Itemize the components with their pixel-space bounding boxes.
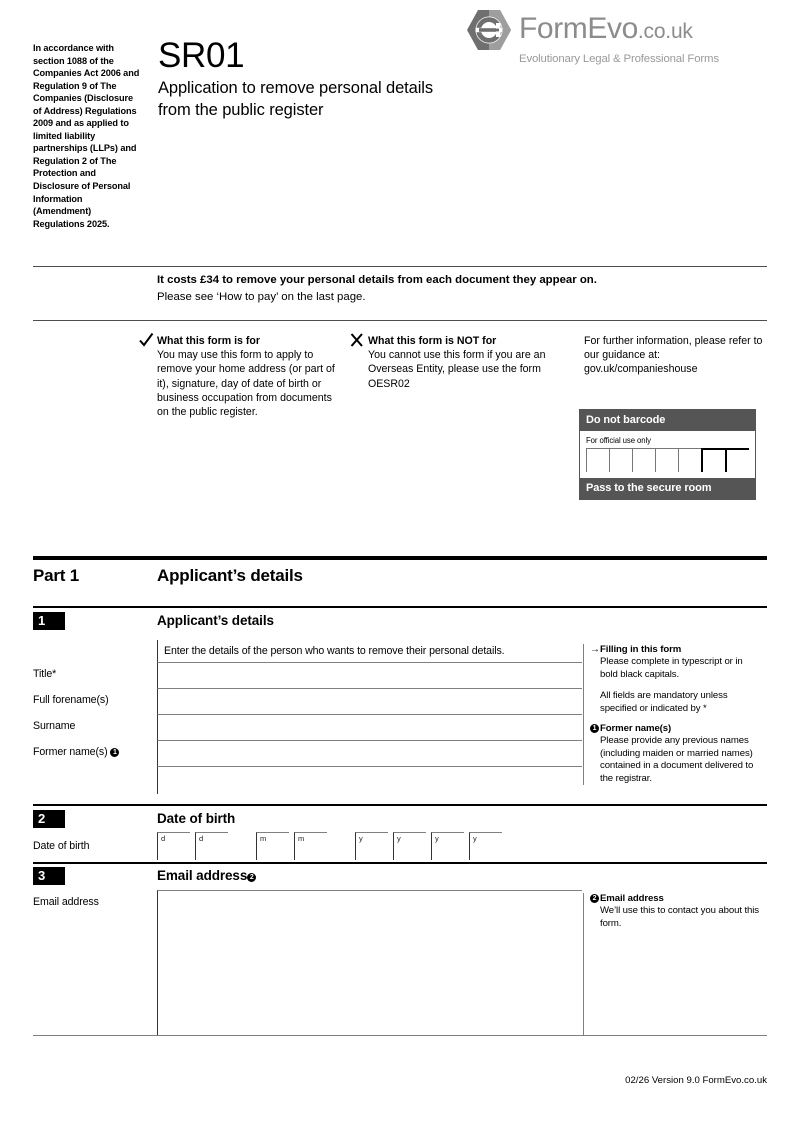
what-form-is-not-for <box>368 334 564 391</box>
logo-tagline: Evolutionary Legal & Professional Forms <box>519 53 719 65</box>
divider-above-fee <box>33 266 767 267</box>
field-row-title <box>33 662 582 688</box>
cross-icon <box>349 332 365 348</box>
part-title: Applicant’s details <box>157 566 303 585</box>
section-2-header <box>33 810 767 830</box>
field-label-former-names-text: Former name(s) <box>33 746 108 758</box>
what-form-is-not-for-heading: What this form is NOT for <box>368 335 497 347</box>
form-title-block <box>158 36 518 121</box>
page-footer: 02/26 Version 9.0 FormEvo.co.uk <box>625 1075 767 1086</box>
official-use-area <box>580 431 755 478</box>
footnote-marker-1-icon: 1 <box>110 748 119 757</box>
help-former-names-body: Please provide any previous names (including maiden or married names) contained in a document delivered to the registrar. <box>600 735 754 784</box>
field-label-full-forenames: Full forename(s) <box>33 694 109 706</box>
help-former-names-heading: Former name(s) <box>600 723 672 735</box>
footnote-marker-1-icon: 1 <box>590 724 599 733</box>
official-use-cell <box>632 448 655 472</box>
what-form-is-for-heading: What this form is for <box>157 335 260 347</box>
section-1-divider <box>33 606 767 608</box>
logo-tld: .co.uk <box>637 19 693 43</box>
help-filling-in-form-body: Please complete in typescript or in bold black capitals. <box>600 656 743 680</box>
arrow-icon: → <box>590 644 600 655</box>
check-icon <box>138 332 154 348</box>
section-2-title: Date of birth <box>157 811 236 826</box>
footnote-marker-2-icon: 2 <box>590 894 599 903</box>
further-information-body: For further information, please refer to our guidance at: gov.uk/companieshouse <box>584 335 763 376</box>
help-email-address-body: We’ll use this to contact you about this form. <box>600 905 760 929</box>
logo-word-form: Form <box>519 11 588 45</box>
field-row-email-address <box>33 890 582 1035</box>
logo-word-evo: Evo <box>587 11 638 45</box>
dob-month-1[interactable]: m <box>256 832 289 860</box>
divider-below-fee <box>33 320 767 321</box>
help-panel-section-3 <box>583 893 760 1035</box>
section-1-instruction-box <box>157 640 582 662</box>
fee-notice <box>157 272 717 305</box>
fee-notice-line-1: It costs £34 to remove your personal details from each document they appear on. <box>157 274 597 286</box>
field-row-former-names <box>33 740 582 766</box>
field-label-date-of-birth: Date of birth <box>33 840 90 852</box>
section-1-header <box>33 612 767 632</box>
dob-month-2[interactable]: m <box>294 832 327 860</box>
what-form-is-for <box>157 334 345 419</box>
official-use-cell <box>586 448 609 472</box>
help-email-address-heading: Email address <box>600 893 664 904</box>
section-1-instruction-row <box>33 640 582 662</box>
dob-day-2[interactable]: d <box>195 832 228 860</box>
dob-year-1[interactable]: y <box>355 832 388 860</box>
field-label-email-address: Email address <box>33 896 99 908</box>
field-input-former-names-2[interactable] <box>157 766 582 794</box>
dob-year-2[interactable]: y <box>393 832 426 860</box>
field-input-surname[interactable] <box>157 714 582 740</box>
barcode-box <box>579 409 756 500</box>
further-information <box>584 334 764 377</box>
field-input-former-names[interactable] <box>157 740 582 766</box>
field-label-former-names-2 <box>33 766 157 794</box>
dob-year-3[interactable]: y <box>431 832 464 860</box>
pass-to-secure-room-label: Pass to the secure room <box>580 478 755 499</box>
field-input-title[interactable] <box>157 662 582 688</box>
part-divider-top <box>33 556 767 560</box>
field-row-former-names-2 <box>33 766 582 794</box>
fee-notice-line-2: Please see ‘How to pay’ on the last page. <box>157 290 366 303</box>
official-use-cells <box>586 448 749 472</box>
official-use-cell <box>701 448 725 472</box>
field-label-former-names <box>33 740 157 766</box>
date-of-birth-cells <box>157 832 582 860</box>
logo-wordmark <box>519 11 693 47</box>
field-input-full-forenames[interactable] <box>157 688 582 714</box>
form-code: SR01 <box>158 36 245 75</box>
field-row-date-of-birth <box>33 832 582 860</box>
formevo-logo[interactable] <box>466 8 734 70</box>
section-3-title <box>157 867 256 885</box>
official-use-cell <box>725 448 749 472</box>
official-use-cell <box>678 448 701 472</box>
part-heading <box>33 566 767 586</box>
section-3-title-text: Email address <box>157 868 248 883</box>
field-label-surname: Surname <box>33 720 76 732</box>
field-label-title: Title* <box>33 668 57 680</box>
part-label: Part 1 <box>33 566 80 585</box>
form-title-line-1: Application to remove personal details <box>158 79 434 97</box>
field-input-email-address[interactable] <box>157 890 582 1035</box>
help-filling-in-form <box>590 644 760 715</box>
section-3-header <box>33 867 767 887</box>
help-filling-in-form-heading: Filling in this form <box>600 644 682 655</box>
hexagon-logo-icon <box>466 9 512 51</box>
section-1-number: 1 <box>33 612 65 630</box>
section-3-divider <box>33 862 767 864</box>
divider-above-footer <box>33 1035 767 1036</box>
field-row-full-forenames <box>33 688 582 714</box>
dob-day-1[interactable]: d <box>157 832 190 860</box>
what-form-is-for-body: You may use this form to apply to remove your home address (or part of it), signature, day of date of birth or business occupation from documents on the public register. <box>157 349 335 419</box>
what-form-is-not-for-body: You cannot use this form if you are an Overseas Entity, please use the form OESR02 <box>368 349 546 390</box>
official-use-cell <box>655 448 678 472</box>
official-use-cell <box>609 448 632 472</box>
legal-reference-note: In accordance with section 1088 of the Companies Act 2006 and Regulation 9 of The Companies (Disclosure of Address) Regulations 2009 and as applied to limited liability partnerships (LLPs) and Regulation 2 of The Protection and Disclosure of Personal Information (Amendment) Regulations 2025. <box>33 43 140 229</box>
help-email-address <box>590 893 760 930</box>
section-2-number: 2 <box>33 810 65 828</box>
section-3-number: 3 <box>33 867 65 885</box>
section-1-instruction: Enter the details of the person who wants to remove their personal details. <box>164 645 505 657</box>
do-not-barcode-label: Do not barcode <box>580 410 755 431</box>
dob-year-4[interactable]: y <box>469 832 502 860</box>
help-mandatory-fields-body: All fields are mandatory unless specified or indicated by * <box>600 690 728 714</box>
section-1-title: Applicant’s details <box>157 613 274 628</box>
help-panel-section-1 <box>583 644 760 785</box>
form-title <box>158 77 518 121</box>
help-former-names <box>590 723 760 785</box>
field-row-surname <box>33 714 582 740</box>
footnote-marker-2-icon: 2 <box>247 873 256 882</box>
form-title-line-2: from the public register <box>158 101 324 119</box>
official-use-label: For official use only <box>586 436 651 445</box>
section-1-instruction-spacer <box>33 640 157 662</box>
section-2-divider <box>33 804 767 806</box>
